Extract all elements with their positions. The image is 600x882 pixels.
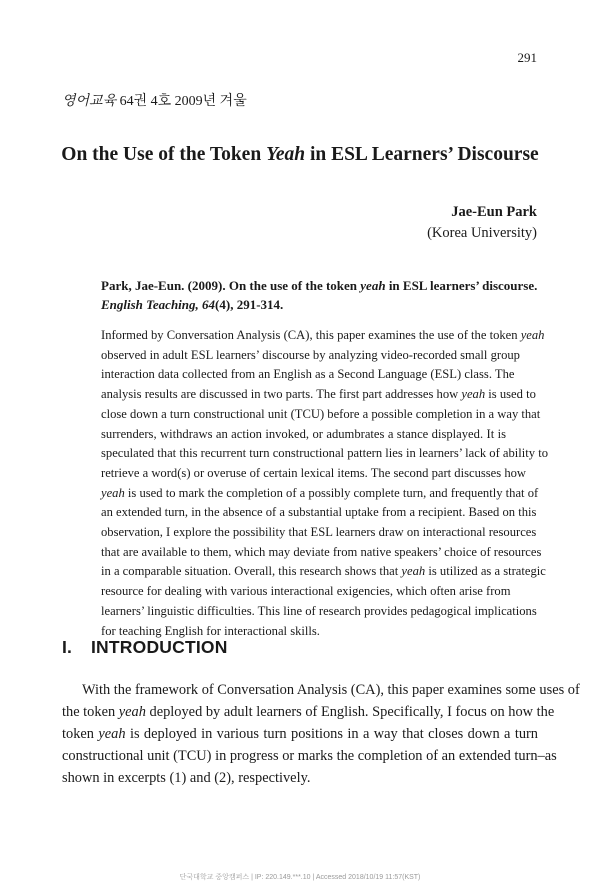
body-line: shown in excerpts (1) and (2), respectively. xyxy=(62,770,311,786)
abstract-line: for teaching English for interactional skills. xyxy=(101,623,320,638)
citation-line-2 xyxy=(101,295,506,314)
body-italic: yeah xyxy=(98,726,126,742)
section-title: INTRODUCTION xyxy=(91,637,228,657)
abstract-italic: yeah xyxy=(101,485,125,500)
abstract-line: observed in adult ESL learners’ discourse by analyzing video-recorded small group xyxy=(101,347,520,362)
journal-name: 영어교육 xyxy=(62,94,117,109)
abstract-line: resource for dealing with various interactional exigencies, which often arise from xyxy=(101,584,511,599)
abstract-text: analysis results are discussed in two parts. The first part addresses how xyxy=(101,387,462,402)
section-heading xyxy=(62,637,228,658)
citation-text-2: in ESL learners’ discourse. xyxy=(385,278,538,293)
abstract-line: surrenders, withdraws an action invoked, or adumbrates a stance displayed. It is xyxy=(101,426,506,441)
abstract-line: an extended turn, in the absence of a substantial uptake from a recipient. Based on this xyxy=(101,505,537,520)
citation-issue-pages: (4), 291-314. xyxy=(215,297,284,312)
abstract-line: learners’ linguistic difficulties. This line of research provides pedagogical implications xyxy=(101,603,537,618)
author-affiliation: (Korea University) xyxy=(427,225,537,241)
abstract-text: is used to xyxy=(485,387,536,402)
journal-header xyxy=(62,90,247,110)
abstract xyxy=(101,326,549,641)
abstract-text: in a comparable situation. Overall, this research shows that xyxy=(101,564,402,579)
abstract-line xyxy=(101,484,539,504)
citation xyxy=(101,276,538,314)
page-number: 291 xyxy=(517,50,537,65)
abstract-line: that are available to them, which may deviate from native speakers’ choice of resources xyxy=(101,544,542,559)
abstract-line: close down a turn constructional unit (TCU) before a possible completion in a way that xyxy=(101,406,541,421)
abstract-line: speculated that this recurrent turn constructional pattern lies in learners’ lack of ability to xyxy=(101,446,549,461)
abstract-text: is utilized as a strategic xyxy=(425,564,546,579)
paper-title xyxy=(0,144,600,166)
body-italic: yeah xyxy=(118,704,146,720)
abstract-line xyxy=(101,562,546,582)
author-name: Jae-Eun Park xyxy=(451,204,537,220)
journal-issue: 64권 4호 2009년 겨울 xyxy=(119,94,247,109)
abstract-text: Informed by Conversation Analysis (CA), this paper examines the use of the token xyxy=(101,328,521,342)
abstract-line xyxy=(101,385,536,405)
abstract-line: interaction data collected from an English as a Second Language (ESL) class. The xyxy=(101,367,515,382)
body-line: With the framework of Conversation Analysis (CA), this paper examines some uses of xyxy=(82,682,580,698)
body-text: deployed by adult learners of English. Specifically, I focus on how the xyxy=(145,704,555,720)
section-number: I. xyxy=(62,637,73,657)
body-line xyxy=(62,723,538,745)
citation-journal: English Teaching, 64 xyxy=(101,297,216,312)
abstract-italic: yeah xyxy=(461,387,486,402)
body-text: is deployed in various turn positions in a way that closes down a turn xyxy=(125,726,538,742)
author-block xyxy=(427,202,537,244)
body-text: token xyxy=(62,726,99,742)
citation-italic: yeah xyxy=(360,278,386,293)
abstract-line: observation, I explore the possibility that ESL learners draw on interactional resources xyxy=(101,525,537,540)
citation-text: Park, Jae-Eun. (2009). On the use of the token xyxy=(101,278,361,293)
title-part-1: On the Use of the Token xyxy=(61,144,267,165)
title-italic: Yeah xyxy=(266,144,306,165)
abstract-italic: yeah xyxy=(520,328,545,342)
abstract-line xyxy=(101,326,545,346)
introduction-paragraph xyxy=(62,679,580,789)
abstract-italic: yeah xyxy=(401,564,426,579)
title-part-2: in ESL Learners’ Discourse xyxy=(305,144,539,165)
citation-line-1 xyxy=(101,276,538,295)
abstract-line: retrieve a word(s) or overuse of certain lexical items. The second part discusses how xyxy=(101,465,527,480)
body-line: constructional unit (TCU) in progress or marks the completion of an extended turn–as xyxy=(62,748,557,764)
abstract-text: is used to mark the completion of a possibly complete turn, and frequently that of xyxy=(124,485,539,500)
access-watermark: 단국대학교 중앙캠퍼스 | IP: 220.149.***.10 | Accessed 2018/10/19 11:57(KST) xyxy=(179,874,421,881)
body-text: the token xyxy=(62,704,119,720)
body-line xyxy=(62,701,555,723)
